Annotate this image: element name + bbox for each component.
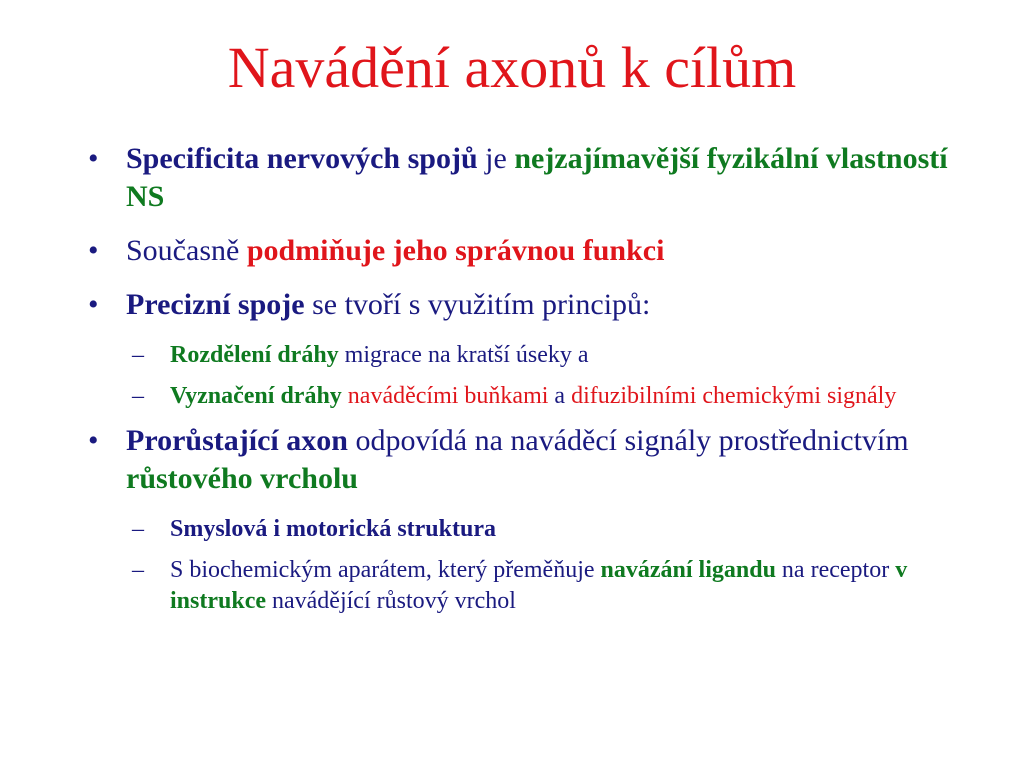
- bullet-text-segment: podmiňuje jeho správnou funkci: [246, 234, 665, 267]
- bullet-text-segment: Smyslová i motorická struktura: [170, 516, 496, 542]
- bullet-text-segment: naváděcími buňkami: [341, 383, 549, 409]
- bullet-marker: •: [88, 424, 99, 457]
- bullet-text-segment: migrace na kratší úseky a: [338, 342, 589, 368]
- bullet-item: [88, 286, 958, 324]
- bullet-marker: •: [88, 142, 99, 175]
- dash-marker: –: [132, 342, 144, 368]
- bullet-text-segment: v instrukce: [170, 557, 908, 614]
- bullet-text-segment: růstového vrcholu: [126, 462, 358, 495]
- bullet-item: [88, 422, 958, 498]
- bullet-text-segment: difuzibilními chemickými signály: [571, 383, 897, 409]
- sub-bullet-item: [88, 340, 958, 371]
- bullet-text-segment: odpovídá na naváděcí signály prostřednictvím: [347, 424, 909, 457]
- bullet-text-segment: nejzajímavější fyzikální vlastností NS: [126, 142, 948, 213]
- slide-title: Navádění axonů k cílům: [227, 35, 797, 100]
- bullet-list: [88, 140, 958, 627]
- bullet-text-segment: je: [477, 142, 515, 175]
- bullet-marker: •: [88, 234, 99, 267]
- bullet-text-segment: navádějící růstový vrchol: [266, 588, 516, 614]
- sub-bullet-item: [88, 514, 958, 545]
- bullet-text-segment: Rozdělení dráhy: [170, 342, 339, 368]
- bullet-text-segment: a: [548, 383, 572, 409]
- bullet-marker: •: [88, 288, 99, 321]
- bullet-text-segment: Precizní spoje: [126, 288, 305, 321]
- sub-bullet-item: [88, 555, 958, 617]
- bullet-text-segment: Vyznačení dráhy: [170, 383, 342, 409]
- sub-bullet-item: [88, 381, 958, 412]
- bullet-item: [88, 232, 958, 270]
- bullet-text-segment: na receptor: [775, 557, 896, 583]
- bullet-text-segment: Specificita nervových spojů: [126, 142, 478, 175]
- bullet-text-segment: Současně: [126, 234, 247, 267]
- dash-marker: –: [132, 557, 144, 583]
- dash-marker: –: [132, 383, 144, 409]
- bullet-text-segment: S biochemickým aparátem, který přeměňuje: [170, 557, 601, 583]
- bullet-text-segment: navázání ligandu: [600, 557, 776, 583]
- bullet-item: [88, 140, 958, 216]
- dash-marker: –: [132, 516, 144, 542]
- bullet-text-segment: se tvoří s využitím principů:: [304, 288, 651, 321]
- bullet-text-segment: Prorůstající axon: [126, 424, 348, 457]
